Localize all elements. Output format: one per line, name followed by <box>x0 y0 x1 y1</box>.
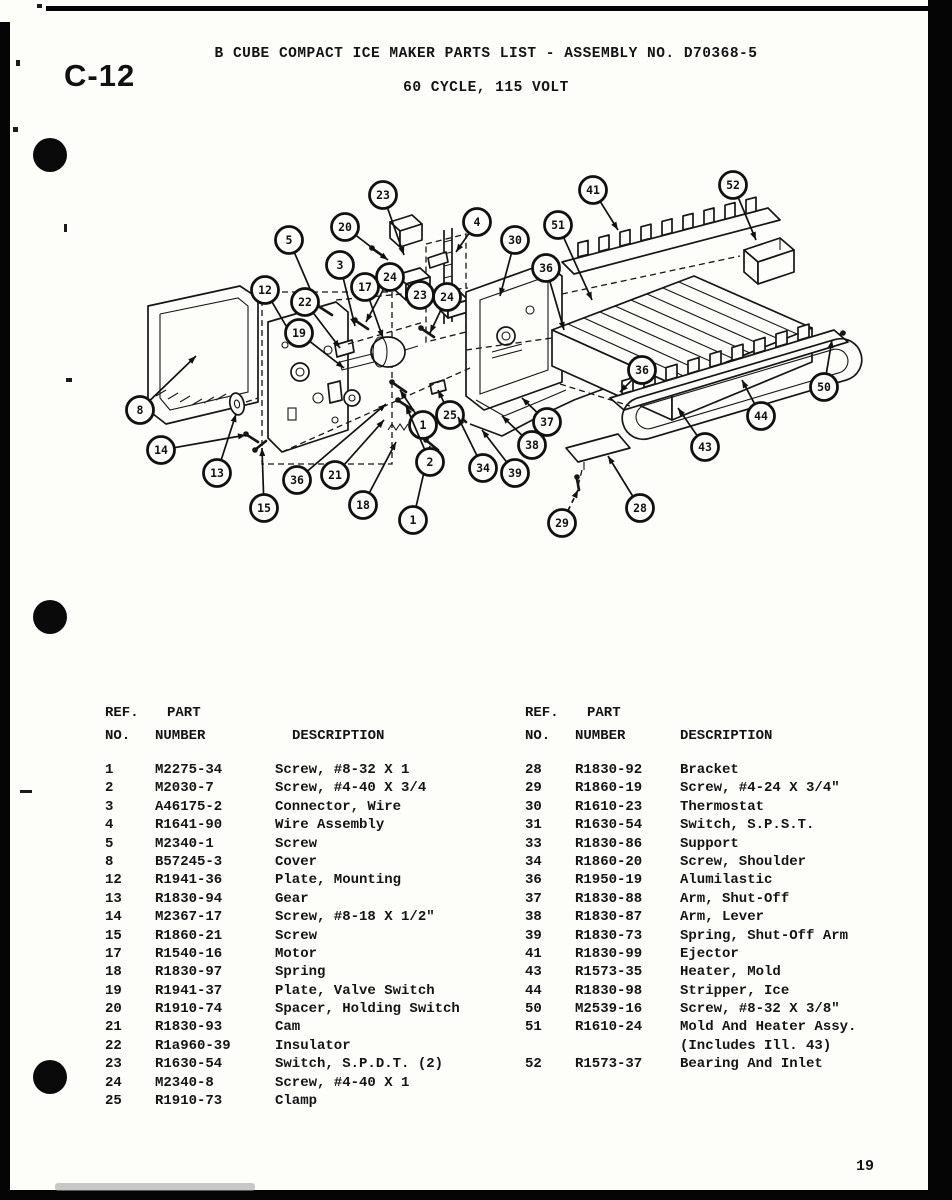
table-row <box>105 963 510 981</box>
ref-no-cell: 17 <box>105 945 122 962</box>
table-row <box>525 982 930 1000</box>
svg-text:5: 5 <box>285 233 293 248</box>
table-row <box>525 761 930 779</box>
part-header: NUMBER <box>575 728 626 744</box>
svg-text:51: 51 <box>551 218 565 233</box>
page-number: 19 <box>856 1158 875 1175</box>
description-cell: Spring <box>275 964 326 981</box>
ref-no-cell: 33 <box>525 835 542 852</box>
svg-text:17: 17 <box>358 280 372 295</box>
table-row <box>105 816 510 834</box>
ref-header: REF. <box>105 705 139 721</box>
table-row <box>105 1055 510 1073</box>
svg-text:34: 34 <box>476 461 490 476</box>
ref-no-cell: 13 <box>105 890 122 907</box>
description-cell: Mold And Heater Assy. <box>680 1019 857 1036</box>
description-cell: Screw, #4-40 X 3/4 <box>275 780 427 797</box>
ref-no-cell: 5 <box>105 835 114 852</box>
part-number-cell: R1860-20 <box>575 853 643 870</box>
part-number-cell: R1573-37 <box>575 1056 643 1073</box>
ref-no-cell: 25 <box>105 1093 122 1110</box>
svg-text:15: 15 <box>257 501 271 516</box>
table-row <box>525 908 930 926</box>
svg-text:30: 30 <box>508 233 522 248</box>
table-row <box>525 890 930 908</box>
part-number-cell: R1a960-39 <box>155 1037 231 1054</box>
part-number-cell: R1830-73 <box>575 927 643 944</box>
table-row <box>525 779 930 797</box>
callout-24 <box>430 284 461 334</box>
ref-no-cell: 2 <box>105 780 114 797</box>
svg-text:8: 8 <box>136 403 144 418</box>
ref-no-cell: 52 <box>525 1056 542 1073</box>
svg-text:1: 1 <box>419 418 427 433</box>
svg-text:18: 18 <box>356 498 370 513</box>
description-cell: Cam <box>275 1019 301 1036</box>
ref-no-cell: 31 <box>525 817 542 834</box>
parts-table-right <box>525 704 930 1074</box>
description-cell: Ejector <box>680 945 739 962</box>
svg-text:13: 13 <box>210 466 224 481</box>
description-cell: Alumilastic <box>680 872 773 889</box>
part-number-cell: R1630-54 <box>155 1056 223 1073</box>
description-cell: Arm, Lever <box>680 909 765 926</box>
scan-border-bottom <box>0 1190 952 1200</box>
table-rows-right <box>525 761 930 1074</box>
description-cell: Switch, S.P.S.T. <box>680 817 815 834</box>
ref-no-cell: 29 <box>525 780 542 797</box>
description-cell: Insulator <box>275 1037 351 1054</box>
svg-text:44: 44 <box>754 409 768 424</box>
callout-37 <box>522 398 561 436</box>
description-cell: Heater, Mold <box>680 964 781 981</box>
ref-no-cell: 22 <box>105 1037 122 1054</box>
part-number-cell: R1860-19 <box>575 780 643 797</box>
part-number-cell: M2539-16 <box>575 1001 643 1018</box>
callout-14 <box>148 433 247 463</box>
table-row <box>105 853 510 871</box>
svg-text:4: 4 <box>473 215 481 230</box>
part-number-cell: R1610-24 <box>575 1019 643 1036</box>
svg-text:36: 36 <box>539 261 553 276</box>
ref-no-cell: 24 <box>105 1074 122 1091</box>
part-number-cell: R1641-90 <box>155 817 223 834</box>
housing-part <box>466 264 562 410</box>
table-row <box>105 1074 510 1092</box>
description-cell: Screw <box>275 927 318 944</box>
ref-no-cell: 28 <box>525 762 542 778</box>
svg-text:12: 12 <box>258 283 272 298</box>
section-label: C-12 <box>64 58 136 93</box>
table-row <box>105 871 510 889</box>
table-row <box>105 835 510 853</box>
page-subtitle: 60 CYCLE, 115 VOLT <box>403 80 569 96</box>
part-number-cell: R1830-99 <box>575 945 643 962</box>
ref-no-cell: 14 <box>105 909 122 926</box>
part-number-cell: R1573-35 <box>575 964 643 981</box>
description-cell: Support <box>680 835 739 852</box>
part-number-cell: M2340-8 <box>155 1074 214 1091</box>
callout-4 <box>456 209 491 253</box>
table-row <box>525 927 930 945</box>
description-cell: Plate, Mounting <box>275 872 402 889</box>
part-number-cell: R1830-97 <box>155 964 223 981</box>
ref-no-cell: 30 <box>525 798 542 815</box>
description-cell: Plate, Valve Switch <box>275 982 435 999</box>
part-number-cell: R1910-74 <box>155 1001 223 1018</box>
part-number-cell: B57245-3 <box>155 853 223 870</box>
part-header: PART <box>587 705 621 721</box>
description-cell: Wire Assembly <box>275 817 385 834</box>
svg-text:37: 37 <box>540 415 554 430</box>
description-cell: Screw, #8-18 X 1/2" <box>275 909 435 926</box>
svg-text:43: 43 <box>698 440 712 455</box>
part-number-cell: R1830-98 <box>575 982 643 999</box>
part-number-cell: R1830-94 <box>155 890 223 907</box>
svg-text:2: 2 <box>426 455 434 470</box>
description-cell: Screw <box>275 835 318 852</box>
table-row <box>105 1037 510 1055</box>
description-cell: Screw, #4-40 X 1 <box>275 1074 410 1091</box>
table-rows-left <box>105 761 510 1110</box>
table-row <box>525 871 930 889</box>
svg-text:14: 14 <box>154 443 168 458</box>
svg-text:1: 1 <box>409 513 417 528</box>
ref-no-cell: 12 <box>105 872 122 889</box>
svg-text:24: 24 <box>383 270 397 285</box>
table-row <box>105 761 510 779</box>
ref-header: REF. <box>525 705 559 721</box>
table-header-row <box>525 727 930 750</box>
part-number-cell: M2367-17 <box>155 909 223 926</box>
part-number-cell: M2340-1 <box>155 835 214 852</box>
ref-no-cell: 39 <box>525 927 542 944</box>
table-row <box>525 1037 930 1055</box>
description-cell: Screw, #8-32 X 3/8" <box>680 1001 840 1018</box>
table-row <box>525 1000 930 1018</box>
description-cell: Screw, #8-32 X 1 <box>275 762 410 778</box>
part-number-cell: M2030-7 <box>155 780 214 797</box>
description-cell: Switch, S.P.D.T. (2) <box>275 1056 444 1073</box>
table-row <box>525 1018 930 1036</box>
description-cell: (Includes Ill. 43) <box>680 1037 832 1054</box>
svg-text:52: 52 <box>726 178 740 193</box>
table-row <box>525 798 930 816</box>
description-cell: Bearing And Inlet <box>680 1056 823 1073</box>
table-row <box>105 1018 510 1036</box>
svg-text:23: 23 <box>376 188 390 203</box>
ref-no-cell: 3 <box>105 798 114 815</box>
ref-no-cell: 1 <box>105 762 114 778</box>
bearing-part <box>744 238 794 284</box>
part-number-cell: R1830-87 <box>575 909 643 926</box>
part-number-cell <box>575 1037 680 1055</box>
description-header: DESCRIPTION <box>292 728 385 744</box>
ref-no-cell: 4 <box>105 817 114 834</box>
svg-text:50: 50 <box>817 380 831 395</box>
part-number-cell: M2275-34 <box>155 762 223 778</box>
part-number-cell: R1610-23 <box>575 798 643 815</box>
parts-table-left <box>105 704 510 1110</box>
description-cell: Clamp <box>275 1093 318 1110</box>
svg-text:22: 22 <box>298 295 312 310</box>
svg-text:20: 20 <box>338 220 352 235</box>
svg-text:28: 28 <box>633 501 647 516</box>
punch-dot <box>33 1060 67 1094</box>
part-number-cell: R1830-93 <box>155 1019 223 1036</box>
description-cell: Arm, Shut-Off <box>680 890 790 907</box>
table-row <box>525 1055 930 1073</box>
ref-no-cell: 18 <box>105 964 122 981</box>
punch-dot <box>33 600 67 634</box>
table-header-row <box>105 727 510 750</box>
ref-no-cell <box>525 1037 575 1055</box>
svg-text:39: 39 <box>508 466 522 481</box>
svg-text:36: 36 <box>635 363 649 378</box>
part-number-cell: R1941-37 <box>155 982 223 999</box>
table-row <box>105 908 510 926</box>
table-row <box>525 963 930 981</box>
table-row <box>105 1092 510 1110</box>
description-cell: Gear <box>275 890 309 907</box>
description-cell: Spacer, Holding Switch <box>275 1001 460 1018</box>
table-row <box>525 835 930 853</box>
part-header: PART <box>167 705 201 721</box>
description-cell: Motor <box>275 945 318 962</box>
ref-header: NO. <box>105 728 131 744</box>
svg-text:19: 19 <box>292 326 306 341</box>
part-number-cell: R1630-54 <box>575 817 643 834</box>
svg-text:25: 25 <box>443 408 457 423</box>
svg-text:36: 36 <box>290 473 304 488</box>
ref-no-cell: 20 <box>105 1001 122 1018</box>
ref-no-cell: 37 <box>525 890 542 907</box>
table-row <box>105 982 510 1000</box>
ref-no-cell: 36 <box>525 872 542 889</box>
table-row <box>105 1000 510 1018</box>
svg-text:29: 29 <box>555 516 569 531</box>
callout-29 <box>549 490 579 537</box>
table-row <box>105 945 510 963</box>
ref-no-cell: 19 <box>105 982 122 999</box>
description-cell: Stripper, Ice <box>680 982 790 999</box>
table-row <box>525 945 930 963</box>
part-header: NUMBER <box>155 728 206 744</box>
callout-23 <box>407 282 434 309</box>
description-cell: Cover <box>275 853 318 870</box>
callout-13 <box>204 414 237 487</box>
table-header-row <box>105 704 510 727</box>
ref-no-cell: 44 <box>525 982 542 999</box>
callout-1 <box>400 390 437 439</box>
svg-text:41: 41 <box>586 183 600 198</box>
description-cell: Screw, Shoulder <box>680 853 807 870</box>
callout-15 <box>251 448 278 522</box>
part-number-cell: R1540-16 <box>155 945 223 962</box>
table-row <box>105 890 510 908</box>
scan-speck <box>20 790 32 793</box>
table-header-row <box>525 704 930 727</box>
callout-44 <box>742 380 775 430</box>
ref-no-cell: 34 <box>525 853 542 870</box>
table-row <box>525 816 930 834</box>
callout-18 <box>350 442 397 519</box>
description-cell: Screw, #4-24 X 3/4" <box>680 780 840 797</box>
callout-43 <box>678 408 719 461</box>
description-cell: Spring, Shut-Off Arm <box>680 927 849 944</box>
ref-no-cell: 43 <box>525 964 542 981</box>
callout-28 <box>608 456 654 522</box>
part-number-cell: R1830-88 <box>575 890 643 907</box>
ref-no-cell: 15 <box>105 927 122 944</box>
table-row <box>105 798 510 816</box>
ref-no-cell: 8 <box>105 853 114 870</box>
description-header: DESCRIPTION <box>680 728 773 744</box>
exploded-parts-diagram <box>0 0 952 580</box>
ref-no-cell: 51 <box>525 1019 542 1036</box>
scan-smudge <box>55 1183 255 1191</box>
svg-text:21: 21 <box>328 468 342 483</box>
description-cell: Connector, Wire <box>275 798 402 815</box>
ref-header: NO. <box>525 728 551 744</box>
ref-no-cell: 21 <box>105 1019 122 1036</box>
part-number-cell: R1950-19 <box>575 872 643 889</box>
table-row <box>525 853 930 871</box>
part-number-cell: R1910-73 <box>155 1093 223 1110</box>
part-number-cell: R1830-92 <box>575 762 643 778</box>
svg-text:3: 3 <box>336 258 344 273</box>
page-title: B CUBE COMPACT ICE MAKER PARTS LIST - ASSEMBLY NO. D70368-5 <box>214 46 758 62</box>
part-number-cell: R1941-36 <box>155 872 223 889</box>
svg-text:23: 23 <box>413 288 427 303</box>
ref-no-cell: 38 <box>525 909 542 926</box>
ref-no-cell: 41 <box>525 945 542 962</box>
svg-text:24: 24 <box>440 290 454 305</box>
description-cell: Bracket <box>680 762 739 778</box>
svg-text:38: 38 <box>525 438 539 453</box>
part-number-cell: R1830-86 <box>575 835 643 852</box>
table-row <box>105 779 510 797</box>
part-number-cell: A46175-2 <box>155 798 223 815</box>
table-row <box>105 927 510 945</box>
part-number-cell: R1860-21 <box>155 927 223 944</box>
callout-41 <box>580 177 619 231</box>
ref-no-cell: 23 <box>105 1056 122 1073</box>
description-cell: Thermostat <box>680 798 765 815</box>
ref-no-cell: 50 <box>525 1001 542 1018</box>
